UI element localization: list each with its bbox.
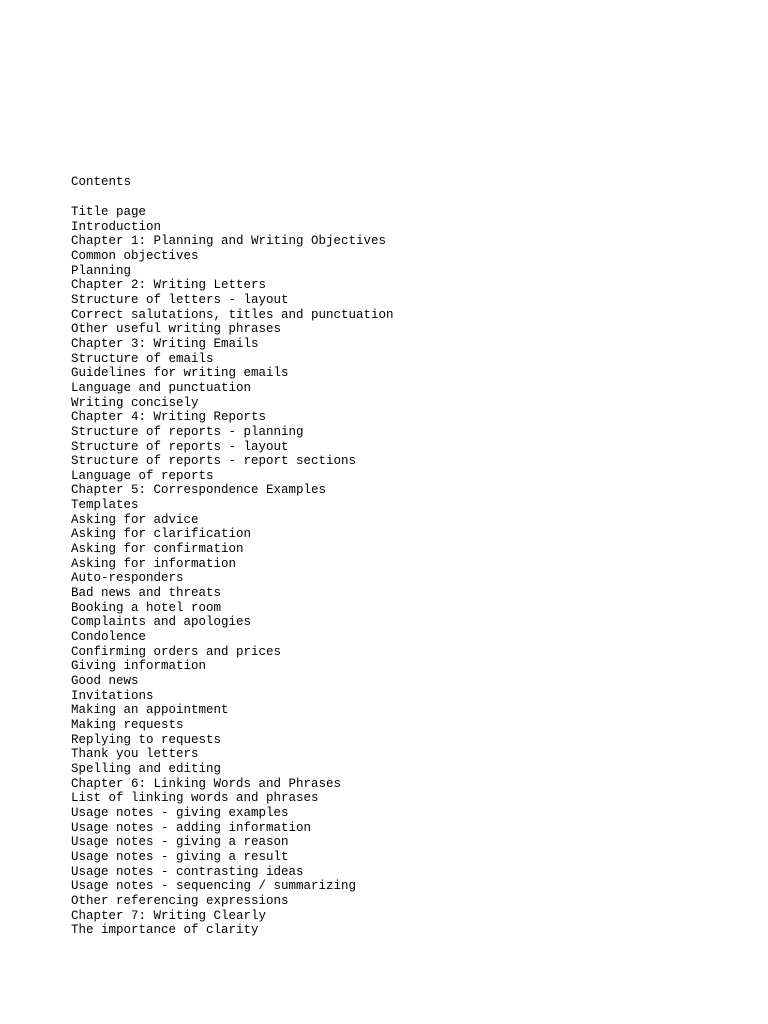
toc-entry: Asking for information: [71, 556, 237, 571]
toc-entry: Asking for clarification: [71, 527, 252, 542]
toc-entry: Chapter 6: Linking Words and Phrases: [71, 776, 342, 791]
toc-entry: Usage notes - contrasting ideas: [71, 864, 304, 879]
toc-entry: Templates: [71, 498, 139, 513]
table-of-contents: [71, 205, 394, 938]
toc-entry: Other useful writing phrases: [71, 322, 282, 337]
toc-entry: Structure of reports - layout: [71, 439, 289, 454]
toc-entry: Language and punctuation: [71, 380, 252, 395]
toc-entry: Usage notes - giving examples: [71, 805, 289, 820]
toc-entry: Invitations: [71, 688, 154, 703]
toc-entry: Spelling and editing: [71, 761, 222, 776]
toc-entry: The importance of clarity: [71, 923, 259, 938]
toc-entry: Making an appointment: [71, 703, 229, 718]
toc-entry: Common objectives: [71, 248, 199, 263]
toc-entry: Booking a hotel room: [71, 600, 222, 615]
toc-entry: Replying to requests: [71, 732, 222, 747]
toc-entry: Language of reports: [71, 468, 214, 483]
toc-entry: Usage notes - adding information: [71, 820, 312, 835]
toc-entry: Planning: [71, 263, 132, 278]
contents-heading: Contents: [71, 175, 132, 189]
toc-entry: Usage notes - giving a reason: [71, 835, 289, 850]
toc-entry: Confirming orders and prices: [71, 644, 282, 659]
toc-entry: Usage notes - giving a result: [71, 849, 289, 864]
toc-entry: Chapter 1: Planning and Writing Objectives: [71, 234, 387, 249]
toc-entry: Writing concisely: [71, 395, 199, 410]
toc-entry: Title page: [71, 205, 147, 219]
toc-entry: Structure of reports - planning: [71, 424, 304, 439]
toc-entry: Chapter 5: Correspondence Examples: [71, 483, 327, 498]
toc-entry: Giving information: [71, 659, 207, 674]
toc-entry: Introduction: [71, 219, 162, 234]
toc-entry: Guidelines for writing emails: [71, 366, 289, 381]
toc-entry: List of linking words and phrases: [71, 791, 319, 806]
toc-entry: Auto-responders: [71, 571, 184, 586]
toc-entry: Asking for confirmation: [71, 542, 244, 557]
toc-entry: Structure of emails: [71, 351, 214, 366]
toc-entry: Bad news and threats: [71, 586, 222, 601]
toc-entry: Chapter 2: Writing Letters: [71, 278, 267, 293]
toc-entry: Good news: [71, 674, 139, 688]
toc-entry: Chapter 7: Writing Clearly: [71, 908, 267, 923]
toc-entry: Asking for advice: [71, 512, 199, 527]
toc-entry: Thank you letters: [71, 747, 199, 762]
toc-entry: Condolence: [71, 630, 147, 645]
toc-entry: Chapter 3: Writing Emails: [71, 336, 259, 351]
toc-entry: Structure of letters - layout: [71, 292, 289, 307]
toc-entry: Structure of reports - report sections: [71, 454, 357, 469]
toc-entry: Complaints and apologies: [71, 615, 252, 630]
toc-entry: Chapter 4: Writing Reports: [71, 410, 267, 425]
toc-entry: Making requests: [71, 717, 184, 732]
toc-entry: Correct salutations, titles and punctuation: [71, 307, 394, 322]
toc-entry: Usage notes - sequencing / summarizing: [71, 879, 357, 894]
toc-entry: Other referencing expressions: [71, 893, 289, 908]
